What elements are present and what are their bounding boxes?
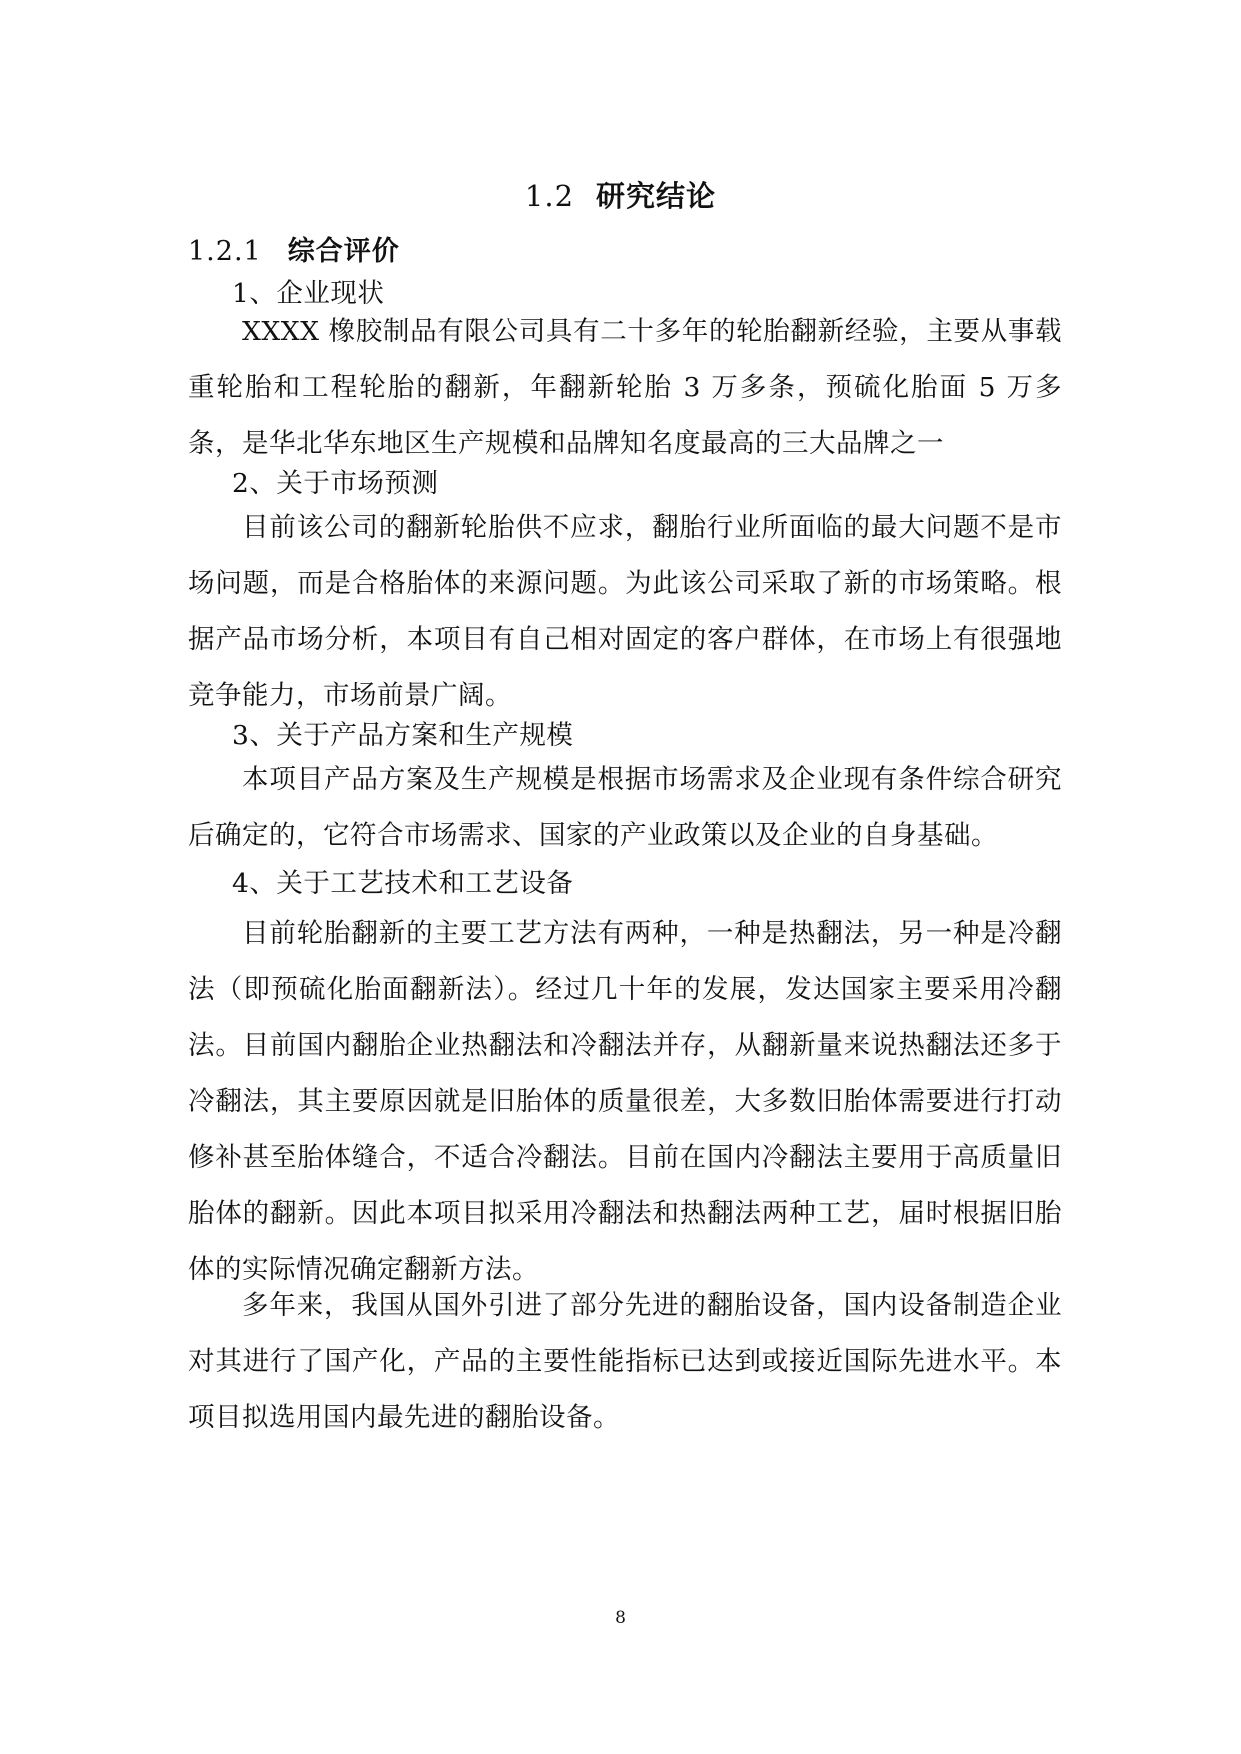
section-title-text: 研究结论: [596, 179, 717, 213]
item-heading-4: 4、关于工艺技术和工艺设备: [232, 868, 574, 899]
paragraph-product-plan: 本项目产品方案及生产规模是根据市场需求及企业现有条件综合研究后确定的，它符合市场需求、国家的产业政策以及企业的自身基础。: [188, 764, 1062, 851]
section-number: 1.2: [524, 179, 575, 213]
paragraph-process-technology: 目前轮胎翻新的主要工艺方法有两种，一种是热翻法，另一种是冷翻法（即预硫化胎面翻新法）。经过几十年的发展，发达国家主要采用冷翻法。目前国内翻胎企业热翻法和冷翻法并存，从翻新量来说热翻法还多于冷翻法，其主要原因就是旧胎体的质量很差，大多数旧胎体需要进行打动修补甚至胎体缝合，不适合冷翻法。目前在国内冷翻法主要用于高质量旧胎体的翻新。因此本项目拟采用冷翻法和热翻法两种工艺，届时根据旧胎体的实际情况确定翻新方法。: [188, 918, 1062, 1285]
paragraph-market-forecast: 目前该公司的翻新轮胎供不应求，翻胎行业所面临的最大问题不是市场问题，而是合格胎体的来源问题。为此该公司采取了新的市场策略。根据产品市场分析，本项目有自己相对固定的客户群体，在市场上有很强地竞争能力，市场前景广阔。: [188, 512, 1062, 711]
paragraph-company-status: XXXX 橡胶制品有限公司具有二十多年的轮胎翻新经验，主要从事载重轮胎和工程轮胎的翻新，年翻新轮胎 3 万多条，预硫化胎面 5 万多条，是华北华东地区生产规模和品牌知名度最高的三大品牌之一: [188, 316, 1062, 459]
item-heading-3: 3、关于产品方案和生产规模: [232, 720, 574, 751]
item-heading-1: 1、企业现状: [232, 278, 385, 309]
section-title: [0, 176, 1241, 216]
page-number: 8: [615, 1608, 626, 1628]
paragraph-equipment: 多年来，我国从国外引进了部分先进的翻胎设备，国内设备制造企业对其进行了国产化，产品的主要性能指标已达到或接近国际先进水平。本项目拟选用国内最先进的翻胎设备。: [188, 1290, 1062, 1433]
subsection-number: 1.2.1: [188, 236, 262, 267]
subsection-title-text: 综合评价: [287, 236, 400, 267]
item-heading-2: 2、关于市场预测: [232, 468, 439, 499]
